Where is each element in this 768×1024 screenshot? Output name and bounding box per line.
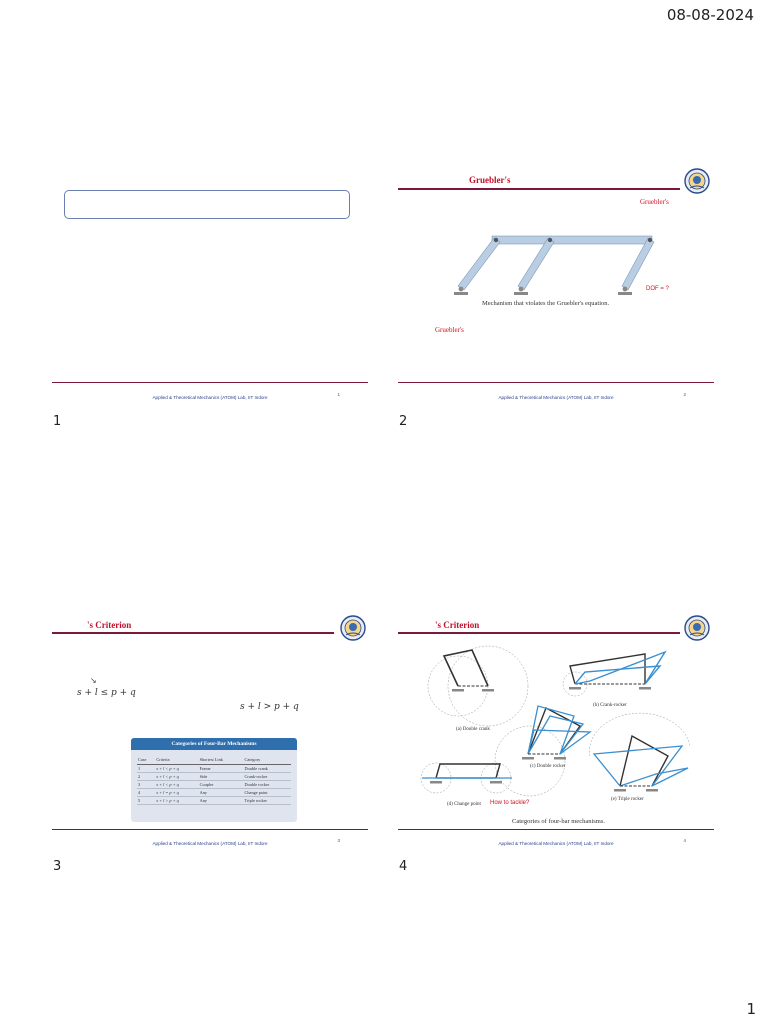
table-header-row	[137, 754, 291, 765]
print-date: 08-08-2024	[666, 6, 754, 24]
categories-table	[137, 754, 291, 805]
cursor-mark: ↘	[90, 676, 97, 685]
double-crank-diagram	[428, 646, 528, 726]
cell-case: 4	[137, 789, 155, 797]
col-category: Category	[244, 754, 291, 765]
change-point-diagram	[421, 763, 512, 793]
empty-title-box	[64, 190, 350, 219]
cell-case: 3	[137, 781, 155, 789]
cell-case: 1	[137, 765, 155, 773]
label-gruebler-bottom: Gruebler's	[435, 326, 464, 334]
table-row	[137, 773, 291, 781]
cell-category: Change point	[244, 789, 291, 797]
cell-shortest-link: Side	[199, 773, 244, 781]
footer-rule	[52, 382, 368, 383]
slide-index-4: 4	[399, 859, 408, 874]
label-triple-rocker: (e) Triple rocker	[611, 797, 644, 802]
crank-rocker-diagram	[563, 652, 665, 696]
col-case: Case	[137, 754, 155, 765]
footer-rule	[398, 829, 714, 830]
footer-slide-number: 3	[337, 838, 340, 843]
footer-text: Applied & Theoretical Mechanics (ATOM) Lab, IIT Indore	[152, 841, 268, 846]
title-rule	[398, 632, 680, 634]
cell-criteria: s + l < p + q	[155, 773, 198, 781]
label-double-crank: (a) Double crank	[456, 727, 490, 732]
how-to-tackle-note: How to tackle?	[490, 800, 530, 806]
double-rocker-diagram	[495, 706, 590, 796]
cell-criteria: s + l < p + q	[155, 781, 198, 789]
title-rule	[398, 188, 680, 190]
slide-2	[398, 160, 714, 400]
footer-text: Applied & Theoretical Mechanics (ATOM) Lab, IIT Indore	[498, 841, 614, 846]
slide-3-footer	[52, 829, 368, 849]
cell-shortest-link: Any	[199, 797, 244, 805]
footer-rule	[398, 382, 714, 383]
slide-title: Gruebler's	[469, 175, 511, 185]
label-double-rocker: (c) Double rocker	[530, 764, 566, 769]
table-row	[137, 781, 291, 789]
slide-title: 's Criterion	[87, 620, 132, 630]
slide-index-1: 1	[53, 414, 62, 429]
footer-slide-number: 1	[337, 392, 340, 397]
triple-rocker-diagram	[590, 713, 690, 791]
dof-question: DOF = ?	[646, 286, 669, 292]
cell-case: 5	[137, 797, 155, 805]
cell-category: Crank-rocker	[244, 773, 291, 781]
label-crank-rocker: (b) Crank-rocker	[593, 703, 627, 708]
cell-criteria: s + l > p + q	[155, 797, 198, 805]
footer-rule	[52, 829, 368, 830]
table-row	[137, 765, 291, 773]
cell-shortest-link: Coupler	[199, 781, 244, 789]
col-criteria: Criteria	[155, 754, 198, 765]
figure-caption: Categories of four-bar mechanisms.	[512, 818, 606, 825]
slide-4-footer	[398, 829, 714, 849]
slide-title: 's Criterion	[435, 620, 480, 630]
non-grashof-condition: s + l > p + q	[240, 702, 299, 712]
institute-logo-icon	[340, 615, 366, 641]
table-row	[137, 789, 291, 797]
footer-text: Applied & Theoretical Mechanics (ATOM) Lab, IIT Indore	[152, 395, 268, 400]
footer-slide-number: 2	[683, 392, 686, 397]
mechanism-caption: Mechanism that violates the Gruebler's equation.	[482, 300, 610, 307]
footer-slide-number: 4	[683, 838, 686, 843]
cell-criteria: s + l < p + q	[155, 765, 198, 773]
footer-text: Applied & Theoretical Mechanics (ATOM) Lab, IIT Indore	[498, 395, 614, 400]
cell-criteria: s + l = p + q	[155, 789, 198, 797]
cell-case: 2	[137, 773, 155, 781]
slide-index-3: 3	[53, 859, 62, 874]
four-bar-categories-table	[131, 738, 297, 822]
col-shortest-link: Shortest Link	[199, 754, 244, 765]
grashof-condition: s + l ≤ p + q	[77, 688, 136, 698]
label-change-point: (d) Change point	[447, 802, 481, 807]
title-rule	[52, 632, 334, 634]
cell-category: Triple rocker	[244, 797, 291, 805]
table-title: Categories of Four-Bar Mechanisms	[131, 738, 297, 750]
cell-shortest-link: Frame	[199, 765, 244, 773]
institute-logo-icon	[684, 168, 710, 194]
page-number: 1	[746, 1000, 756, 1018]
table-row	[137, 797, 291, 805]
label-gruebler-top: Gruebler's	[640, 198, 669, 206]
cell-category: Double rocker	[244, 781, 291, 789]
slide-1	[52, 160, 368, 400]
slide-index-2: 2	[399, 414, 408, 429]
cell-shortest-link: Any	[199, 789, 244, 797]
cell-category: Double crank	[244, 765, 291, 773]
